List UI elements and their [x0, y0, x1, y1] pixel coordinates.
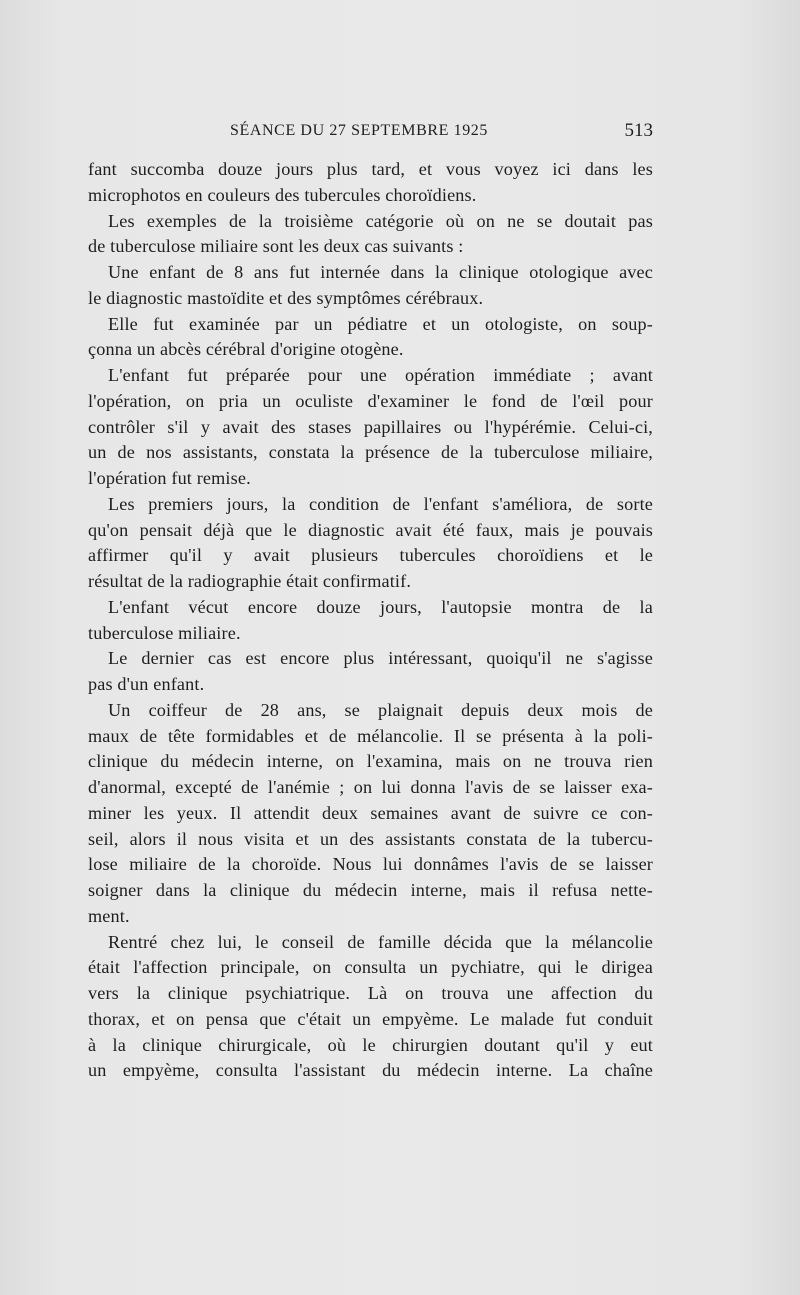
text-line: qu'on pensait déjà que le diagnostic avait été faux, mais je pouvais: [88, 519, 653, 540]
text-line: vers la clinique psychiatrique. Là on trouva une affection du: [88, 983, 653, 1003]
text-line: Les exemples de la troisième catégorie où on ne se doutait pas: [108, 210, 653, 231]
text-line: affirmer qu'il y avait plusieurs tubercules choroïdiens et le: [88, 545, 653, 566]
text-line: L'enfant vécut encore douze jours, l'autopsie montra de la: [108, 596, 653, 617]
text-line: fant succomba douze jours plus tard, et vous voyez ici dans les: [88, 159, 653, 179]
text-line: le diagnostic mastoïdite et des symptômes cérébraux.: [88, 287, 484, 308]
page-number: 513: [624, 120, 653, 141]
text-line: était l'affection principale, on consulta un pychiatre, qui le dirigea: [88, 957, 653, 978]
text-line: d'anormal, excepté de l'anémie ; on lui donna l'avis de se laisser exa-: [88, 777, 653, 797]
text-line: un empyème, consulta l'assistant du médecin interne. La chaîne: [88, 1060, 653, 1081]
text-line: microphotos en couleurs des tubercules choroïdiens.: [88, 184, 477, 205]
text-line: soigner dans la clinique du médecin interne, mais il refusa nette-: [88, 880, 653, 900]
text-line: pas d'un enfant.: [88, 674, 205, 694]
text-line: çonna un abcès cérébral d'origine otogène.: [88, 339, 404, 360]
body-text: [88, 157, 653, 1084]
text-line: Un coiffeur de 28 ans, se plaignait depuis deux mois de: [108, 699, 653, 720]
text-line: miner les yeux. Il attendit deux semaines avant de suivre ce con-: [88, 802, 653, 823]
text-line: de tuberculose miliaire sont les deux cas suivants :: [88, 236, 464, 257]
text-line: thorax, et on pensa que c'était un empyème. Le malade fut conduit: [88, 1008, 653, 1029]
text-line: ment.: [88, 905, 130, 926]
text-line: tuberculose miliaire.: [88, 622, 241, 643]
text-line: seil, alors il nous visita et un des assistants constata de la tubercu-: [88, 828, 653, 849]
text-line: contrôler s'il y avait des stases papillaires ou l'hypérémie. Celui-ci,: [88, 416, 653, 437]
text-line: L'enfant fut préparée pour une opération immédiate ; avant: [108, 365, 653, 385]
text-line: lose miliaire de la choroïde. Nous lui donnâmes l'avis de se laisser: [88, 854, 653, 875]
text-line: clinique du médecin interne, on l'examina, mais on ne trouva rien: [88, 751, 653, 772]
text-line: l'opération, on pria un oculiste d'examiner le fond de l'œil pour: [88, 390, 653, 411]
running-title: SÉANCE DU 27 SEPTEMBRE 1925: [230, 122, 488, 139]
text-line: l'opération fut remise.: [88, 468, 251, 488]
text-line: Les premiers jours, la condition de l'enfant s'améliora, de sorte: [108, 493, 653, 514]
text-line: à la clinique chirurgicale, où le chirurgien doutant qu'il y eut: [88, 1034, 653, 1055]
text-line: un de nos assistants, constata la présence de la tuberculose miliaire,: [88, 442, 653, 463]
text-line: Le dernier cas est encore plus intéressant, quoiqu'il ne s'agisse: [108, 648, 653, 669]
text-line: Elle fut examinée par un pédiatre et un otologiste, on soup-: [108, 313, 653, 334]
text-line: résultat de la radiographie était confirmatif.: [88, 571, 412, 591]
text-line: Une enfant de 8 ans fut internée dans la clinique otologique avec: [108, 262, 653, 282]
text-line: maux de tête formidables et de mélancolie. Il se présenta à la poli-: [88, 725, 653, 746]
running-header: [88, 116, 653, 146]
text-line: Rentré chez lui, le conseil de famille décida que la mélancolie: [108, 931, 653, 952]
